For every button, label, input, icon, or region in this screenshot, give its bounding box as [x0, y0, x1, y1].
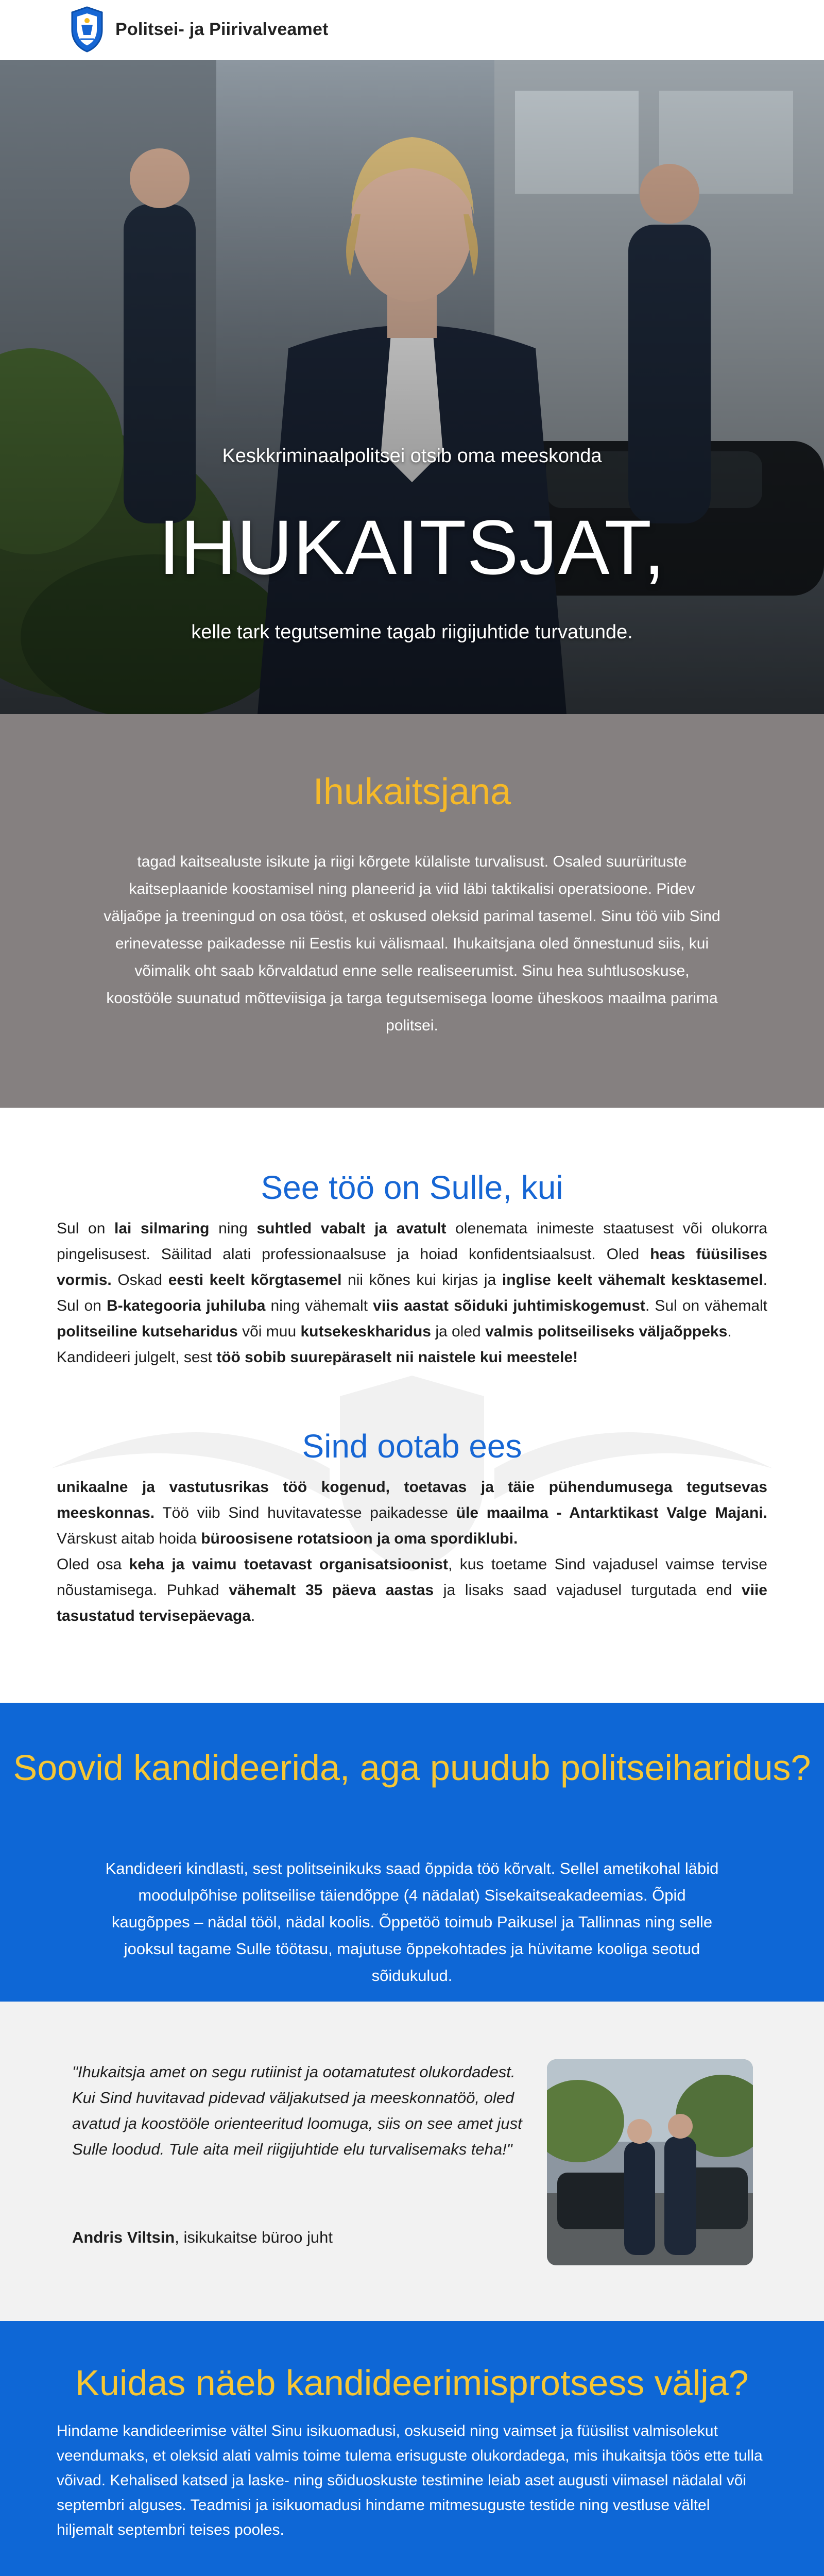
- quote-author: Andris Viltsin, isikukaitse büroo juht: [72, 2228, 333, 2246]
- about-section: [0, 1108, 824, 1703]
- hero-banner: [0, 60, 824, 714]
- role-title: Ihukaitsjana: [313, 771, 511, 812]
- hero-photo: [0, 60, 824, 714]
- process-section: [0, 2321, 824, 2576]
- quote-photo: [547, 2059, 753, 2265]
- process-title: Kuidas näeb kandideerimisprotsess välja?: [75, 2363, 749, 2403]
- role-section: [0, 714, 824, 1108]
- quote-photo-image: [547, 2059, 753, 2265]
- no-education-title: Soovid kandideerida, aga puudub politseiharidus?: [13, 1748, 811, 1788]
- about-title: See töö on Sulle, kui: [261, 1169, 563, 1206]
- brand-logo-link[interactable]: [68, 5, 329, 54]
- offer-text: unikaalne ja vastutusrikas töö kogenud, toetavas ja täie pühendumusega tegutsevas meeskonnas. Töö viib Sind huvitavatesse paikadesse üle maailma - Antarktikast Valge Majani. Värskust aitab hoida büroosisene rotatsioon ja oma spordiklubi. Oled osa keha ja vaimu toetavast organisatsioonist, kus toetame Sind vajadusel vaimse tervise nõustamisega. Puhkad vähemalt 35 päeva aastas ja lisaks saad vajadusel turgutada end viie tasustatud tervisepäevaga.: [57, 1479, 768, 1624]
- site-header: [0, 0, 824, 60]
- hero-title: IHUKAITSJAT,: [158, 504, 666, 590]
- offer-title: Sind ootab ees: [302, 1428, 522, 1465]
- hero-subtitle: kelle tark tegutsemine tagab riigijuhtide turvatunde.: [191, 621, 633, 643]
- no-education-text: Kandideeri kindlasti, sest politseinikuks saad õppida töö kõrvalt. Sellel ametikohal läbid moodulpõhise politseilise täiendõppe (4 nädalat) Sisekaitseakadeemias. Õpid kaugõppes – nädal tööl, nädal koolis. Õppetöö toimub Paikusel ja Tallinnas ning selle jooksul tagame Sulle töötasu, majutuse õppekohtades ja hüvitame kooliga seotud sõidukulud.: [105, 1859, 719, 1985]
- hero-kicker: Keskkriminaalpolitsei otsib oma meeskonda: [222, 445, 602, 467]
- police-crest-icon: [68, 5, 106, 54]
- process-intro: Hindame kandideerimise vältel Sinu isikuomadusi, oskuseid ning vaimset ja füüsilist valmisolekut veendumaks, et oleksid alati valmis toime tulema erisuguste olukordadega, mis ihukaitsja töös ette tulla võivad. Kehalised katsed ja laske- ning sõiduoskuste testimine leiab aset augusti viimasel nädalal või septembri alguses. Teadmisi ja isikuomadusi hindame mitmesuguste testide ning vestluse vältel hiljemalt septembri teises pooles.: [57, 2422, 763, 2538]
- brand-name: Politsei- ja Piirivalveamet: [115, 19, 329, 39]
- role-text: tagad kaitsealuste isikute ja riigi kõrgete külaliste turvalisust. Osaled suurürituste kaitseplaanide koostamisel ning planeerid ja viid läbi taktikalisi operatsioone. Pidev väljaõpe ja treeningud on osa tööst, et oskused oleksid parimal tasemel. Sinu töö viib Sind erinevatesse paikadesse nii Eestis kui välismaal. Ihukaitsjana oled õnnestunud siis, kui võimalik oht saab kõrvaldatud enne selle realiseerumist. Sinu hea suhtlusoskuse, koostööle suunatud mõtteviisiga ja targa tegutsemisega loome üheskoos maailma parima politsei.: [104, 853, 720, 1034]
- about-text: Sul on lai silmaring ning suhtled vabalt ja avatult olenemata inimeste staatusest või olukorra pingelisusest. Säilitad alati professionaalsuse ja hoiad konfidentsiaalsust. Oled heas füüsilises vormis. Oskad eesti keelt kõrgtasemel nii kõnes kui kirjas ja inglise keelt vähemalt kesktasemel. Sul on B-kategooria juhiluba ning vähemalt viis aastat sõiduki juhtimiskogemust. Sul on vähemalt politseiline kutseharidus või muu kutsekeskharidus ja oled valmis politseiliseks väljaõppeks. Kandideeri julgelt, sest töö sobib suurepäraselt nii naistele kui meestele!: [57, 1220, 768, 1366]
- quote-text: "Ihukaitsja amet on segu rutiinist ja ootamatutest olukordadest. Kui Sind huvitavad pidevad väljakutsed ja meeskonnatöö, oled avatud ja koostööle orienteeritud loomuga, siis on see amet just Sulle loodud. Tule aita meil riigijuhtide elu turvalisemaks teha!": [72, 2063, 522, 2158]
- quote-section: [0, 2002, 824, 2321]
- no-education-section: [0, 1703, 824, 2002]
